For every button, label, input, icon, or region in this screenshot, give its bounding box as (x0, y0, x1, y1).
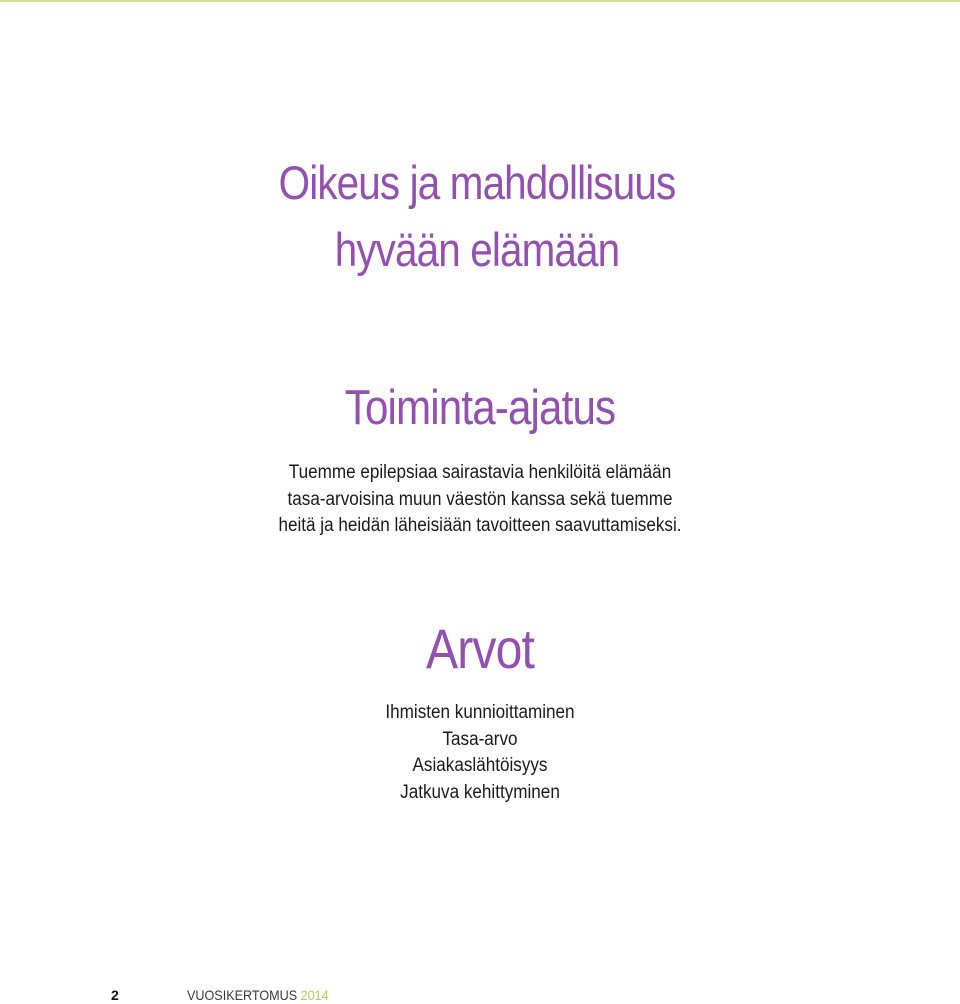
mission-line: tasa-arvoisina muun väestön kanssa sekä tuemme (287, 488, 673, 510)
page-footer (0, 984, 960, 1004)
mission-statement (48, 460, 912, 540)
top-rule (0, 0, 960, 2)
report-label (187, 987, 329, 1003)
report-name: VUOSIKERTOMUS (187, 987, 298, 1003)
report-year: 2014 (300, 987, 329, 1003)
value-item: Jatkuva kehittyminen (400, 781, 560, 803)
page-number: 2 (111, 987, 119, 1003)
mission-heading: Toiminta-ajatus (344, 381, 616, 435)
value-item: Ihmisten kunnioittaminen (385, 702, 575, 723)
page-title-line-1: Oikeus ja mahdollisuus (278, 156, 676, 209)
value-item: Tasa-arvo (442, 728, 518, 750)
page-title-line-2: hyvään elämään (334, 223, 620, 276)
mission-line: Tuemme epilepsiaa sairastavia henkilöitä elämään (288, 462, 672, 483)
values-heading: Arvot (425, 617, 535, 680)
mission-line: heitä ja heidän läheisiään tavoitteen saavuttamiseksi. (278, 515, 682, 536)
values-list (48, 700, 912, 806)
value-item: Asiakaslähtöisyys (412, 755, 548, 776)
